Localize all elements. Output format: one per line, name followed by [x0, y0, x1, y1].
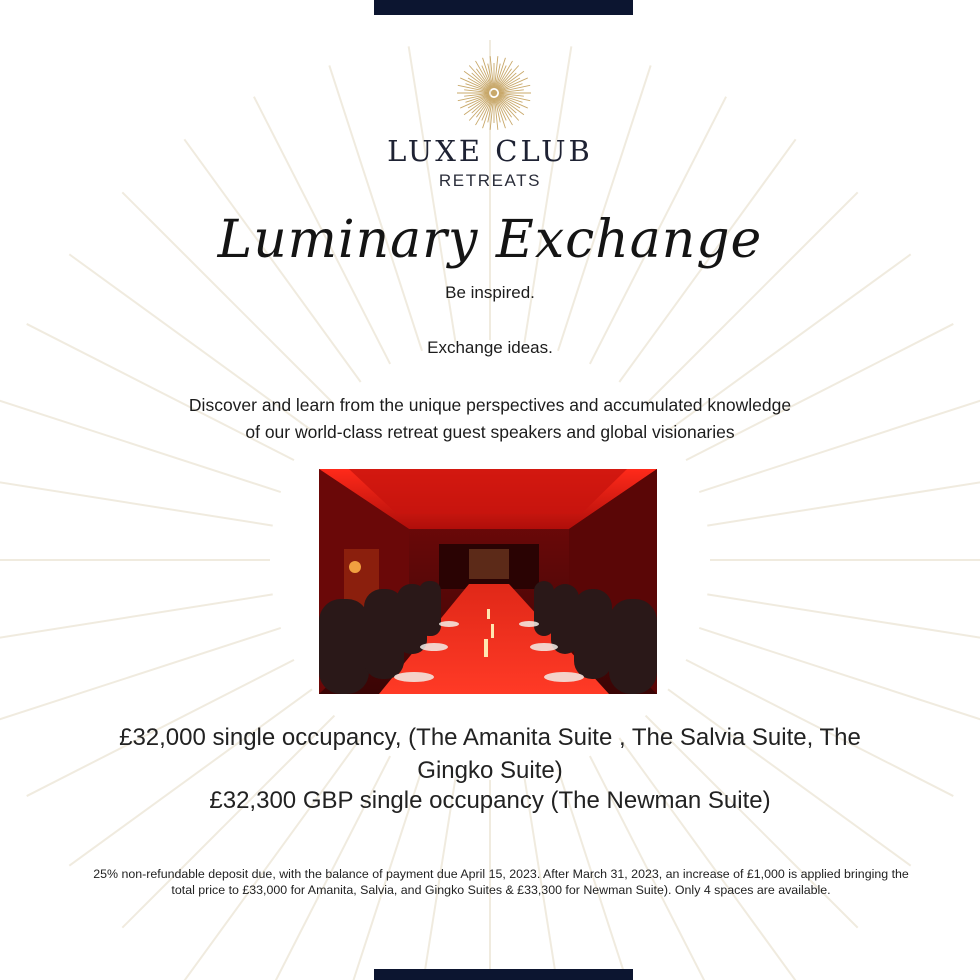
terms-line-2: total price to £33,000 for Amanita, Salvia, and Gingko Suites & £33,300 for Newman Suite). Only 4 spaces are available.	[171, 883, 831, 897]
dining-room-photo	[319, 469, 657, 694]
brand-name: LUXE CLUB	[387, 134, 593, 168]
tagline-be-inspired: Be inspired.	[445, 283, 535, 302]
event-title: Luminary Exchange	[217, 210, 763, 270]
price-line-2: Gingko Suite)	[417, 757, 563, 784]
terms-fine-print	[22, 866, 980, 898]
description-line-2: of our world-class retreat guest speakers and global visionaries	[245, 422, 735, 442]
top-navy-bar	[374, 0, 633, 15]
brand-subtitle: RETREATS	[438, 171, 542, 190]
price-standard-suites	[0, 721, 980, 787]
price-newman-suite: £32,300 GBP single occupancy (The Newman Suite)	[209, 787, 771, 814]
sunburst-icon	[455, 54, 533, 132]
terms-line-1: 25% non-refundable deposit due, with the balance of payment due April 15, 2023. After March 31, 2023, an increase of £1,000 is applied bringing the	[93, 867, 909, 881]
tagline-exchange-ideas: Exchange ideas.	[427, 338, 553, 357]
price-line-1: £32,000 single occupancy, (The Amanita Suite , The Salvia Suite, The	[119, 724, 861, 751]
description-line-1: Discover and learn from the unique perspectives and accumulated knowledge	[188, 395, 792, 415]
bottom-navy-bar	[374, 969, 633, 980]
dining-room-illustration	[319, 469, 657, 694]
event-description	[0, 392, 980, 446]
